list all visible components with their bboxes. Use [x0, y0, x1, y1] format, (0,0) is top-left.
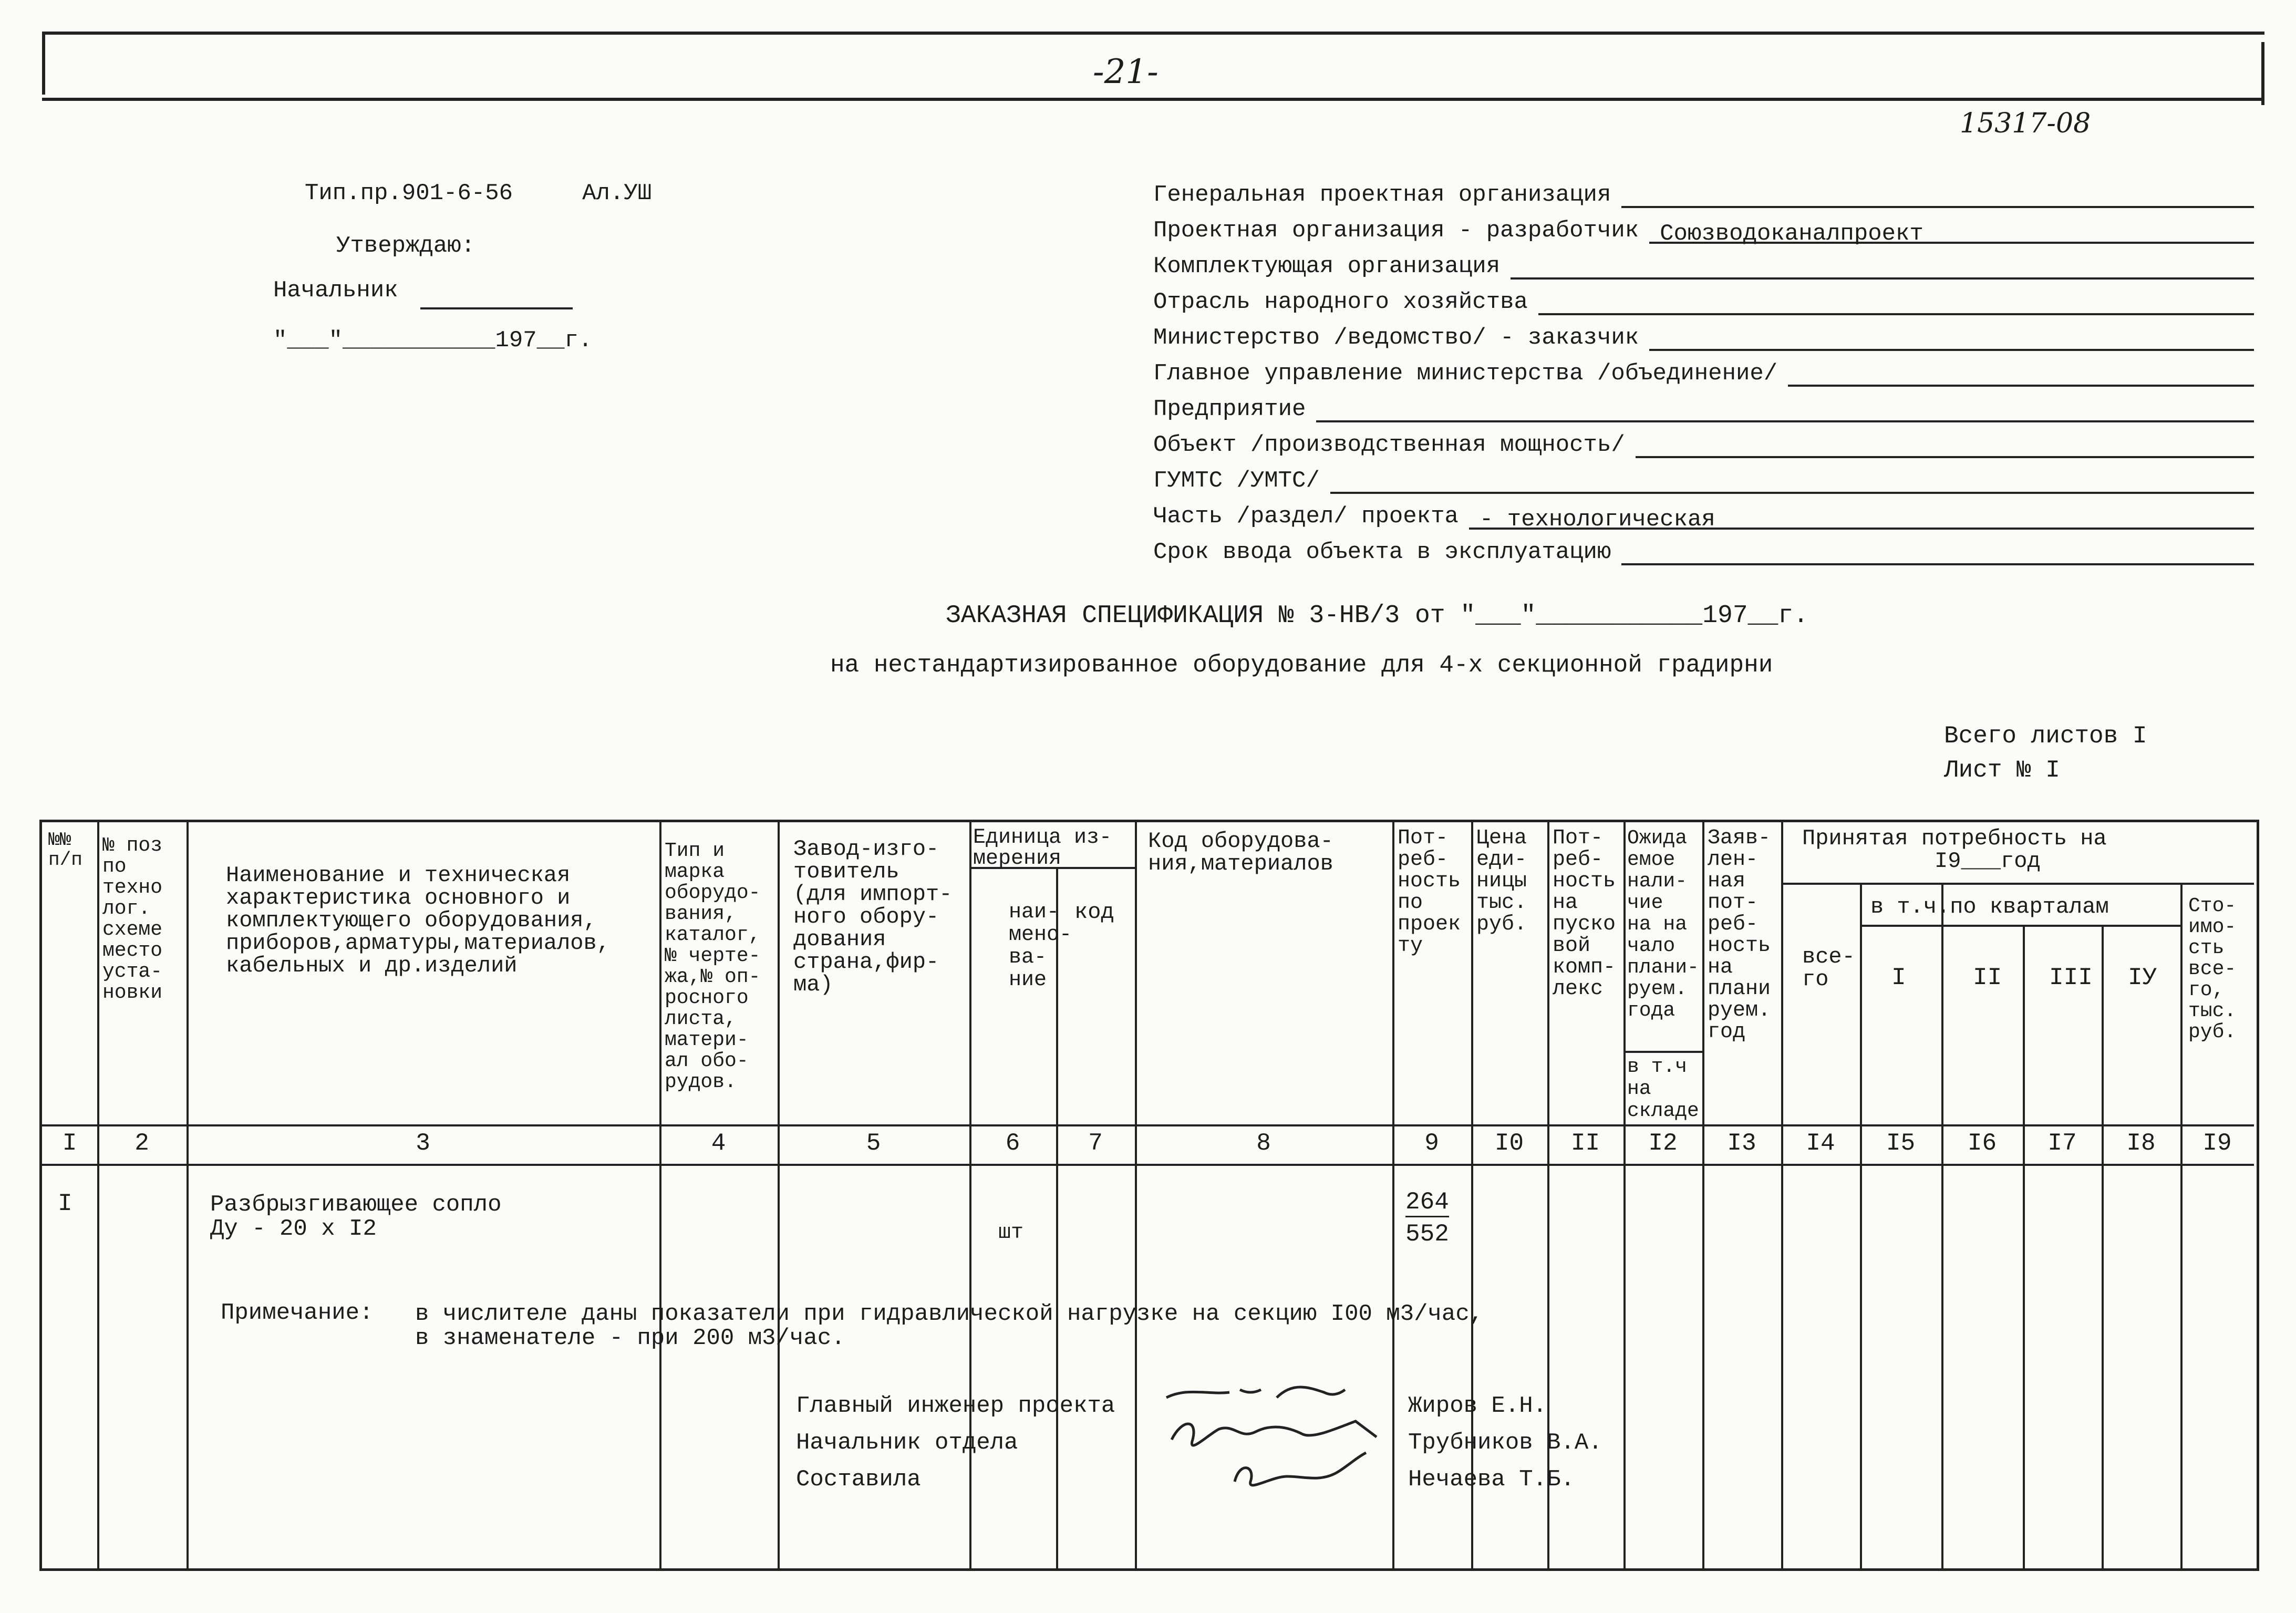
column-number: II: [1570, 1130, 1600, 1157]
org-field: [1153, 423, 2254, 458]
sheets-total: Всего листов I: [1944, 722, 2147, 750]
grid-line: [1702, 820, 1704, 1568]
org-field-label: Предприятие: [1153, 396, 1306, 422]
header-launch-need: Пот- реб- ность на пуско вой комп- лекс: [1553, 826, 1616, 1001]
org-field: [1153, 173, 2254, 208]
org-field-label: Отрасль народного хозяйства: [1153, 289, 1528, 315]
org-field-value: [1330, 471, 2254, 494]
column-number: 6: [1005, 1130, 1020, 1157]
qty-numerator: 264: [1405, 1188, 1449, 1217]
header-q3: III: [2049, 964, 2093, 991]
header-type: Тип и марка оборудо- вания, каталог, № черте- жа,№ оп- росного листа, матери- ал обо- рудов.: [665, 840, 761, 1093]
header-position: № поз по техно лог. схеме место уста- новки: [102, 834, 163, 1004]
header-q4: IУ: [2128, 964, 2157, 991]
org-field-label: Комплектующая организация: [1153, 253, 1501, 280]
column-number: 8: [1256, 1130, 1271, 1157]
doc-number: 15317-08: [1960, 108, 2091, 139]
signature-name: Нечаева Т.Б.: [1408, 1466, 1575, 1493]
org-field-value: [1538, 292, 2254, 315]
header-equipment-code: Код оборудова- ния,материалов: [1148, 829, 1333, 876]
org-field-value: [1636, 435, 2254, 458]
header-price: Цена еди- ницы тыс. руб.: [1476, 826, 1527, 936]
grid-line: [1860, 925, 2180, 927]
project-code: Тип.пр.901-6-56 Ал.УШ: [305, 180, 652, 206]
column-number: 9: [1424, 1130, 1439, 1157]
header-cost: Сто- имо- сть все- го, тыс. руб.: [2188, 895, 2237, 1043]
org-field: [1153, 459, 2254, 494]
org-field-value: [1511, 256, 2254, 280]
org-field-value: Союзводоканалпроект: [1649, 221, 2254, 244]
column-number: I2: [1648, 1130, 1678, 1157]
header-manufacturer: Завод-изго- товитель (для импорт- ного обору- дования страна,фир- ма): [793, 836, 953, 997]
org-field-value: [1649, 328, 2254, 351]
page-number: -21-: [1093, 53, 1159, 91]
handwritten-signatures: [1156, 1377, 1398, 1508]
grid-line: [1941, 883, 1943, 1568]
org-field: [1153, 245, 2254, 280]
header-accepted: Принятая потребность на I9___год: [1802, 826, 2107, 874]
note-text: в числителе даны показатели при гидравлической нагрузке на секцию I00 м3/час, в знаменателе - при 200 м3/час.: [415, 1301, 1484, 1351]
org-field-value: - технологическая: [1469, 506, 2254, 530]
column-number: I6: [1967, 1130, 1997, 1157]
grid-line: [2180, 883, 2183, 1568]
signature-name: Трубников В.А.: [1408, 1430, 1602, 1456]
header-unit-name: наи- мено- ва- ние: [1009, 901, 1072, 992]
grid-line: [187, 820, 189, 1568]
column-number: I8: [2126, 1130, 2156, 1157]
header-need: Пот- реб- ность по проек ту: [1398, 826, 1461, 958]
column-number: I5: [1886, 1130, 1916, 1157]
signature-role: Начальник отдела: [796, 1430, 1018, 1456]
column-number: 2: [135, 1130, 149, 1157]
org-field-label: Министерство /ведомство/ - заказчик: [1153, 325, 1639, 351]
grid-line: [1135, 820, 1137, 1568]
org-field-label: Генеральная проектная организация: [1153, 182, 1611, 208]
note-label: Примечание:: [221, 1300, 374, 1326]
column-number: 7: [1088, 1130, 1103, 1157]
org-field-value: [1621, 185, 2254, 208]
chief-label: Начальник: [273, 277, 398, 304]
grid-line: [1623, 1051, 1702, 1053]
org-field-value: [1621, 542, 2254, 565]
signature-name: Жиров Е.Н.: [1408, 1393, 1547, 1419]
header-total: все- го: [1802, 944, 1855, 992]
grid-line: [969, 820, 971, 1568]
org-field-value: [1788, 364, 2254, 387]
row-number: I: [58, 1190, 73, 1217]
org-field: [1153, 495, 2254, 533]
header-q2: II: [1973, 964, 2002, 991]
header-expected: Ожида емое нали- чие на на чало плани- руем. года: [1627, 827, 1699, 1022]
org-field: [1153, 388, 2254, 422]
org-field-label: Главное управление министерства /объединение/: [1153, 360, 1778, 387]
grid-line: [97, 820, 99, 1568]
sheet-number: Лист № I: [1944, 757, 2060, 784]
org-field-label: Проектная организация - разработчик: [1153, 218, 1639, 244]
org-field-label: Объект /производственная мощность/: [1153, 432, 1625, 458]
column-number: I3: [1727, 1130, 1756, 1157]
header-unit: Единица из- мерения: [973, 826, 1112, 871]
org-field-label: Часть /раздел/ проекта: [1153, 503, 1459, 530]
item-unit: шт: [998, 1221, 1024, 1245]
org-field: [1153, 281, 2254, 315]
grid-line: [659, 820, 661, 1568]
org-field-label: ГУМТС /УМТС/: [1153, 468, 1320, 494]
signature-role: Главный инженер проекта: [796, 1393, 1115, 1419]
grid-line: [39, 1124, 2254, 1126]
qty-denominator: 552: [1405, 1221, 1449, 1248]
column-number: I0: [1494, 1130, 1524, 1157]
approval-date: "___"___________197__г.: [273, 327, 593, 354]
org-field: [1153, 316, 2254, 351]
column-number: I4: [1806, 1130, 1835, 1157]
grid-line: [1860, 883, 1862, 1568]
grid-line: [1781, 883, 2254, 885]
grid-line: [1471, 820, 1473, 1568]
grid-line: [2023, 925, 2025, 1568]
grid-line: [1623, 820, 1626, 1568]
header-in-stock: в т.ч на складе: [1627, 1056, 1699, 1122]
org-field: [1153, 531, 2254, 565]
org-field: [1153, 352, 2254, 387]
frame-tick: [42, 32, 45, 95]
grid-line: [39, 1164, 2254, 1166]
spec-subtitle: на нестандартизированное оборудование для 4-х секционной градирни: [830, 652, 1773, 679]
item-name: Разбрызгивающее сопло Ду - 20 х I2: [210, 1192, 502, 1242]
grid-line: [1547, 820, 1549, 1568]
org-field-label: Срок ввода объекта в эксплуатацию: [1153, 539, 1611, 565]
header-quarters: в т.ч.по кварталам: [1870, 894, 2109, 919]
spec-title: ЗАКАЗНАЯ СПЕЦИФИКАЦИЯ № 3-НВ/3 от "___"___________197__г.: [946, 602, 1808, 630]
header-q1: I: [1891, 964, 1906, 991]
header-row-number: №№ п/п: [48, 829, 82, 871]
org-field: [1153, 209, 2254, 247]
column-number: 5: [866, 1130, 881, 1157]
approve-label: Утверждаю:: [336, 233, 475, 259]
signature-line: [420, 307, 573, 309]
org-field-value: [1316, 399, 2254, 422]
column-number: I: [62, 1130, 77, 1157]
signature-role: Составила: [796, 1466, 921, 1493]
column-number: I7: [2047, 1130, 2077, 1157]
frame-tick: [2261, 42, 2264, 105]
grid-line: [2102, 925, 2104, 1568]
grid-line: [1781, 820, 1783, 1568]
column-number: 3: [416, 1130, 430, 1157]
header-unit-code: код: [1074, 899, 1114, 925]
column-number: I9: [2202, 1130, 2232, 1157]
header-declared: Заяв- лен- ная пот- реб- ность на плани руем. год: [1708, 826, 1771, 1044]
grid-line: [778, 820, 780, 1568]
header-name: Наименование и техническая характеристика основного и комплектующего оборудования, приборов,арматуры,материалов, кабельных и др.изделий: [226, 863, 610, 978]
column-number: 4: [711, 1130, 726, 1157]
